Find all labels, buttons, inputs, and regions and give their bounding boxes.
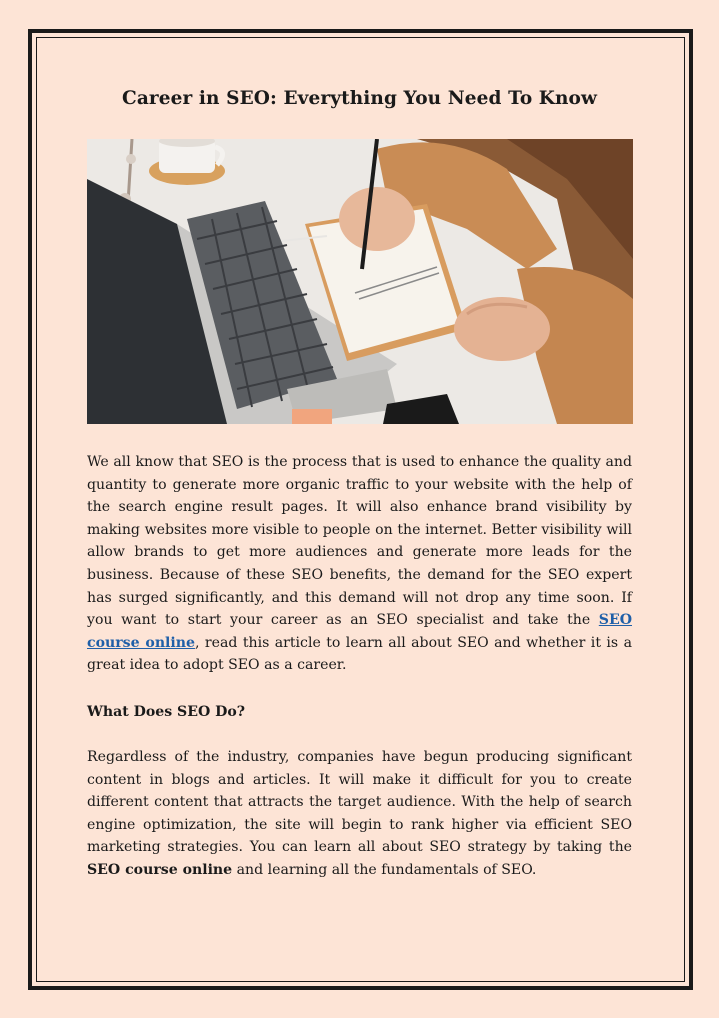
intro-text-before-link: We all know that SEO is the process that is used to enhance the quality and quantity to generate more organic traffic to your website with the help of the search engine result pages. It will also enhance brand visibility by making websites more visible to people on the internet. Better visibility will allow brands to get more audiences and generate more leads for the business. Because of these SEO benefits, the demand for the SEO expert has surged significantly, and this demand will not drop any time soon. If you want to start your career as an SEO specialist and take the	[87, 454, 632, 629]
section-heading: What Does SEO Do?	[87, 704, 246, 720]
intro-text-after-link: , read this article to learn all about SEO and whether it is a great idea to adopt SEO as a career.	[87, 634, 632, 674]
section-text-after-bold: and learning all the fundamentals of SEO.	[232, 861, 537, 878]
document-title: Career in SEO: Everything You Need To Know	[122, 88, 597, 109]
hero-image	[87, 139, 633, 424]
seo-course-online-bold: SEO course online	[87, 861, 233, 878]
section-text-before-bold: Regardless of the industry, companies have begun producing significant content in blogs and articles. It will make it difficult for you to create different content that attracts the target audience. With the help of search engine optimization, the site will begin to rank higher via efficient SEO marketing strategies. You can learn all about SEO strategy by taking the	[87, 749, 632, 856]
section-paragraph	[87, 746, 632, 882]
intro-paragraph	[87, 451, 632, 677]
seo-course-online-link[interactable]: SEO course online	[87, 612, 632, 651]
